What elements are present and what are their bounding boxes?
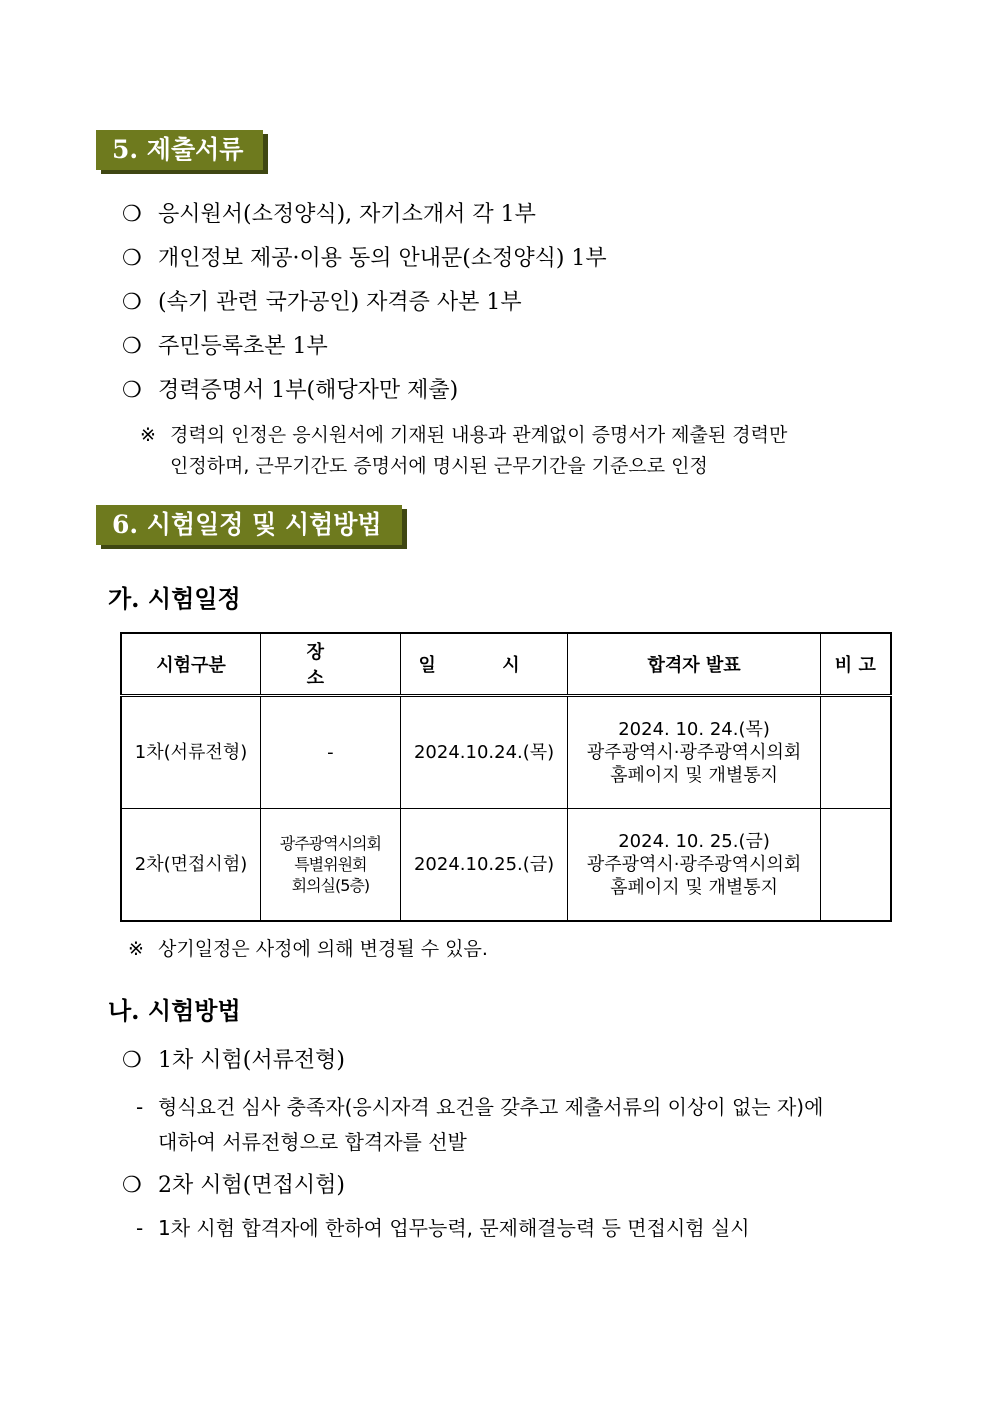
cell-announce: 2024. 10. 25.(금) 광주광역시·광주광역시의회 홈페이지 및 개별통지 [568,809,820,921]
submission-item: ❍ 개인정보 제공·이용 동의 안내문(소정양식) 1부 [122,244,607,274]
col-header-announce: 합격자 발표 [568,633,820,696]
reference-mark-icon: ※ [128,938,144,960]
method-heading: 나. 시험방법 [108,996,241,1025]
section-5-title: 5. 제출서류 [96,130,263,170]
cell-place: - [261,696,401,809]
reference-mark-icon: ※ [140,424,156,446]
dash-marker: - [136,1216,144,1240]
circle-bullet-icon: ❍ [122,1173,142,1198]
table-header-row [121,633,891,696]
circle-bullet-icon: ❍ [122,334,142,359]
col-header-place: 장 소 [261,633,401,696]
schedule-note: ※ 상기일정은 사정에 의해 변경될 수 있음. [128,934,728,965]
col-header-note: 비 고 [820,633,891,696]
cell-type: 2차(면접시험) [121,809,261,921]
schedule-heading: 가. 시험일정 [108,584,241,613]
method-item-second: ❍ 2차 시험(면접시험) [122,1171,345,1201]
cell-datetime: 2024.10.25.(금) [400,809,568,921]
submission-item: ❍ (속기 관련 국가공인) 자격증 사본 1부 [122,288,522,318]
cell-place: 광주광역시의회 특별위원회 회의실(5층) [261,809,401,921]
cell-datetime: 2024.10.24.(목) [400,696,568,809]
circle-bullet-icon: ❍ [122,1048,142,1073]
cell-type: 1차(서류전형) [121,696,261,809]
col-header-datetime: 일 시 [400,633,568,696]
submission-item: ❍ 주민등록초본 1부 [122,332,328,362]
circle-bullet-icon: ❍ [122,246,142,271]
schedule-table [120,632,892,922]
career-note [140,420,910,484]
cell-announce: 2024. 10. 24.(목) 광주광역시·광주광역시의회 홈페이지 및 개별통지 [568,696,820,809]
col-header-type: 시험구분 [121,633,261,696]
submission-item: ❍ 경력증명서 1부(해당자만 제출) [122,376,458,406]
method-item-first: ❍ 1차 시험(서류전형) [122,1046,345,1076]
cell-note [820,809,891,921]
career-note-line-1: 경력의 인정은 응시원서에 기재된 내용과 관계없이 증명서가 제출된 경력만 [170,424,788,446]
table-row [121,696,891,809]
cell-note [820,696,891,809]
submission-item: ❍ 응시원서(소정양식), 자기소개서 각 1부 [122,200,536,230]
circle-bullet-icon: ❍ [122,202,142,227]
circle-bullet-icon: ❍ [122,378,142,403]
table-row [121,809,891,921]
circle-bullet-icon: ❍ [122,290,142,315]
document-page: 5. 제출서류 ❍ 응시원서(소정양식), 자기소개서 각 1부 ❍ 개인정보 제공·이용 동의 안내문(소정양식) 1부 ❍ (속기 관련 국가공인) 자격증 사본 1부 ❍ 주민등록초본 1부 ❍ 경력증명서 1부(해당자만 제출) ※ 경력의 인정은 응시원서에 기재된 내용과 관계없이 증명서가 제출된 경력만 인정하며, 근무기간도 증명서에 명시된 근무기간을 기준으로 인정 6. 시험일정 및 시험방법 가. 시험일정 시험구분 장 소 일 시 합격자 발표 비 고 1차(서류전형) - 2024.10.24.(목) 2024. 10. 24.(목) 광주광역시·광주광역시의회 홈페이지 및 개별통지 2차(면접시험) 광주광역시의회 특별위원회 회의실(5층) 2024.10.25.(금) 2024. 10. 25.(금) 광주광역시·광주광역시의회 홈페이지 및 개별통지 ※ 상기일정은 사정에 의해 변경될 수 있음. 나. 시험방법 ❍ 1차 시험(서류전형) - 형식요건 심사 충족자(응시자격 요건을 갖추고 제출서류의 이상이 없는 자)에 대하여 서류전형으로 합격자를 선발 ❍ 2차 시험(면접시험) - 1차 시험 합격자에 한하여 업무능력, 문제해결능력 등 면접시험 실시 [0,0,992,1403]
section-6-title: 6. 시험일정 및 시험방법 [96,505,402,545]
dash-marker: - [136,1095,144,1119]
career-note-line-2: 인정하며, 근무기간도 증명서에 명시된 근무기간을 기준으로 인정 [170,455,708,477]
